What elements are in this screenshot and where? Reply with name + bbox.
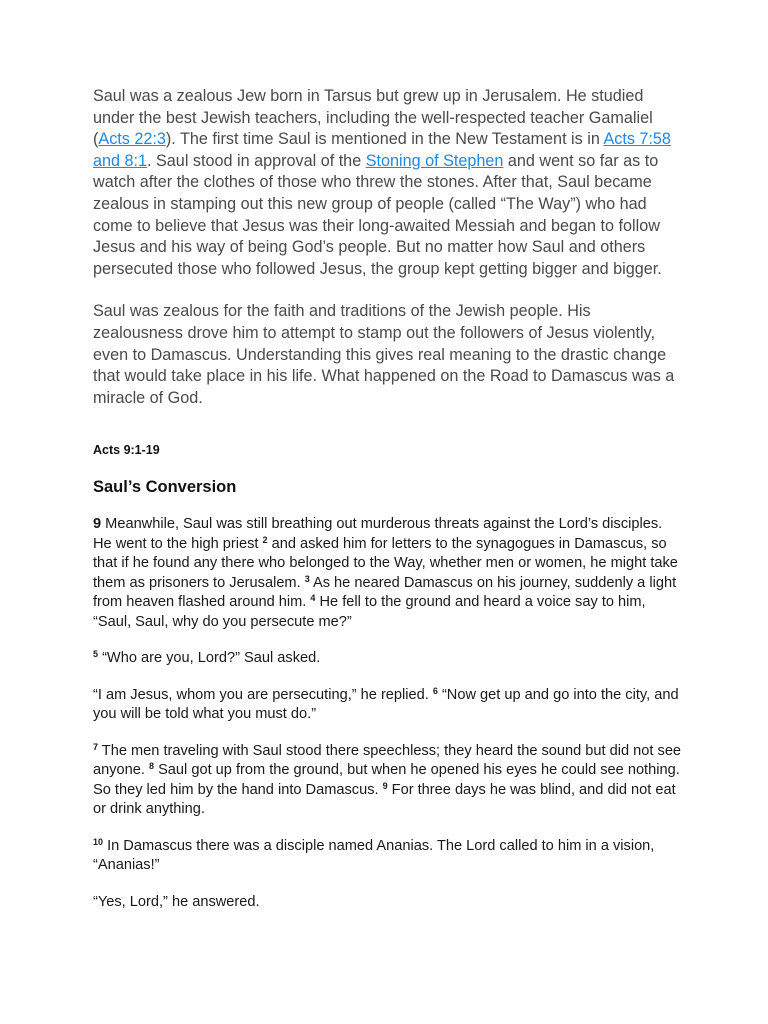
verse-number: 5 bbox=[93, 649, 99, 660]
chapter-number: 9 bbox=[93, 516, 102, 533]
verse-text: and asked him for letters to the synagogues in Damascus, so that if he found any there who belonged to the Way, whether men or women, he might take them as prisoners to Jerusalem. bbox=[93, 535, 678, 591]
verse-text: He fell to the ground and heard a voice say to him, “Saul, Saul, why do you persecute me?” bbox=[93, 594, 646, 630]
intro-text: ). The first time Saul is mentioned in the New Testament is in bbox=[165, 130, 604, 149]
verse-text: Saul got up from the ground, but when he opened his eyes he could see nothing. So they led him by the hand into Damascus. bbox=[93, 762, 680, 798]
verse-text: In Damascus there was a disciple named Ananias. The Lord called to him in a vision, “Ananias!” bbox=[93, 837, 655, 874]
scripture-paragraph bbox=[93, 515, 683, 632]
verse-number: 10 bbox=[93, 836, 104, 847]
verse-text: As he neared Damascus on his journey, suddenly a light from heaven flashed around him. bbox=[93, 574, 677, 611]
verse-text: For three days he was blind, and did not eat or drink anything. bbox=[93, 781, 676, 818]
intro-text: and went so far as to watch after the clothes of those who threw the stones. After that, Saul became zealous in stamping out this new group of people (called “The Way”) who had come to believe that Jesus was their long-awaited Messiah and began to follow Jesus and his way of being God’s people. But no matter how Saul and others persecuted those who followed Jesus, the group kept getting bigger and bigger. bbox=[93, 151, 662, 278]
intro-paragraph-1 bbox=[93, 86, 683, 280]
verse-text: Meanwhile, Saul was still breathing out murderous threats against the Lord’s disciples. He went to the high priest bbox=[93, 516, 663, 552]
intro-text: . Saul stood in approval of the bbox=[147, 151, 366, 170]
link-stoning-of-stephen[interactable]: Stoning of Stephen bbox=[365, 151, 504, 170]
verse-number: 6 bbox=[432, 685, 438, 696]
intro-paragraph-2: Saul was zealous for the faith and traditions of the Jewish people. His zealousness drove him to attempt to stamp out the followers of Jesus violently, even to Damascus. Understanding this gives real meaning to the drastic change that would take place in his life. What happened on the Road to Damascus was a miracle of God. bbox=[93, 302, 675, 407]
scripture-paragraph bbox=[93, 742, 683, 820]
verse-text: The men traveling with Saul stood there speechless; they heard the sound but did not see anyone. bbox=[93, 742, 682, 779]
verse-number: 4 bbox=[310, 593, 316, 604]
scripture-paragraph: “Yes, Lord,” he answered. bbox=[93, 893, 260, 910]
section-heading: Saul’s Conversion bbox=[93, 478, 237, 497]
verse-number: 9 bbox=[382, 780, 388, 791]
verse-text: “I am Jesus, whom you are persecuting,” he replied. bbox=[93, 686, 433, 703]
scripture-paragraph bbox=[93, 686, 683, 725]
verse-number: 7 bbox=[93, 741, 99, 752]
scripture-paragraph bbox=[93, 649, 683, 669]
verse-text: “Who are you, Lord?” Saul asked. bbox=[98, 650, 321, 667]
document-page bbox=[93, 86, 683, 912]
verse-text: “Now get up and go into the city, and you will be told what you must do.” bbox=[93, 686, 679, 723]
link-acts-7-58-and-8-1[interactable]: Acts 7:58 and 8:1 bbox=[93, 130, 671, 170]
verse-number: 2 bbox=[262, 534, 268, 545]
link-acts-22-3[interactable]: Acts 22:3 bbox=[98, 130, 166, 149]
verse-number: 8 bbox=[149, 761, 155, 772]
scripture-reference: Acts 9:1-19 bbox=[93, 443, 160, 458]
intro-text: Saul was a zealous Jew born in Tarsus but grew up in Jerusalem. He studied under the best Jewish teachers, including the well-respected teacher Gamaliel ( bbox=[93, 87, 653, 149]
verse-number: 3 bbox=[304, 573, 310, 584]
scripture-paragraph bbox=[93, 837, 683, 876]
